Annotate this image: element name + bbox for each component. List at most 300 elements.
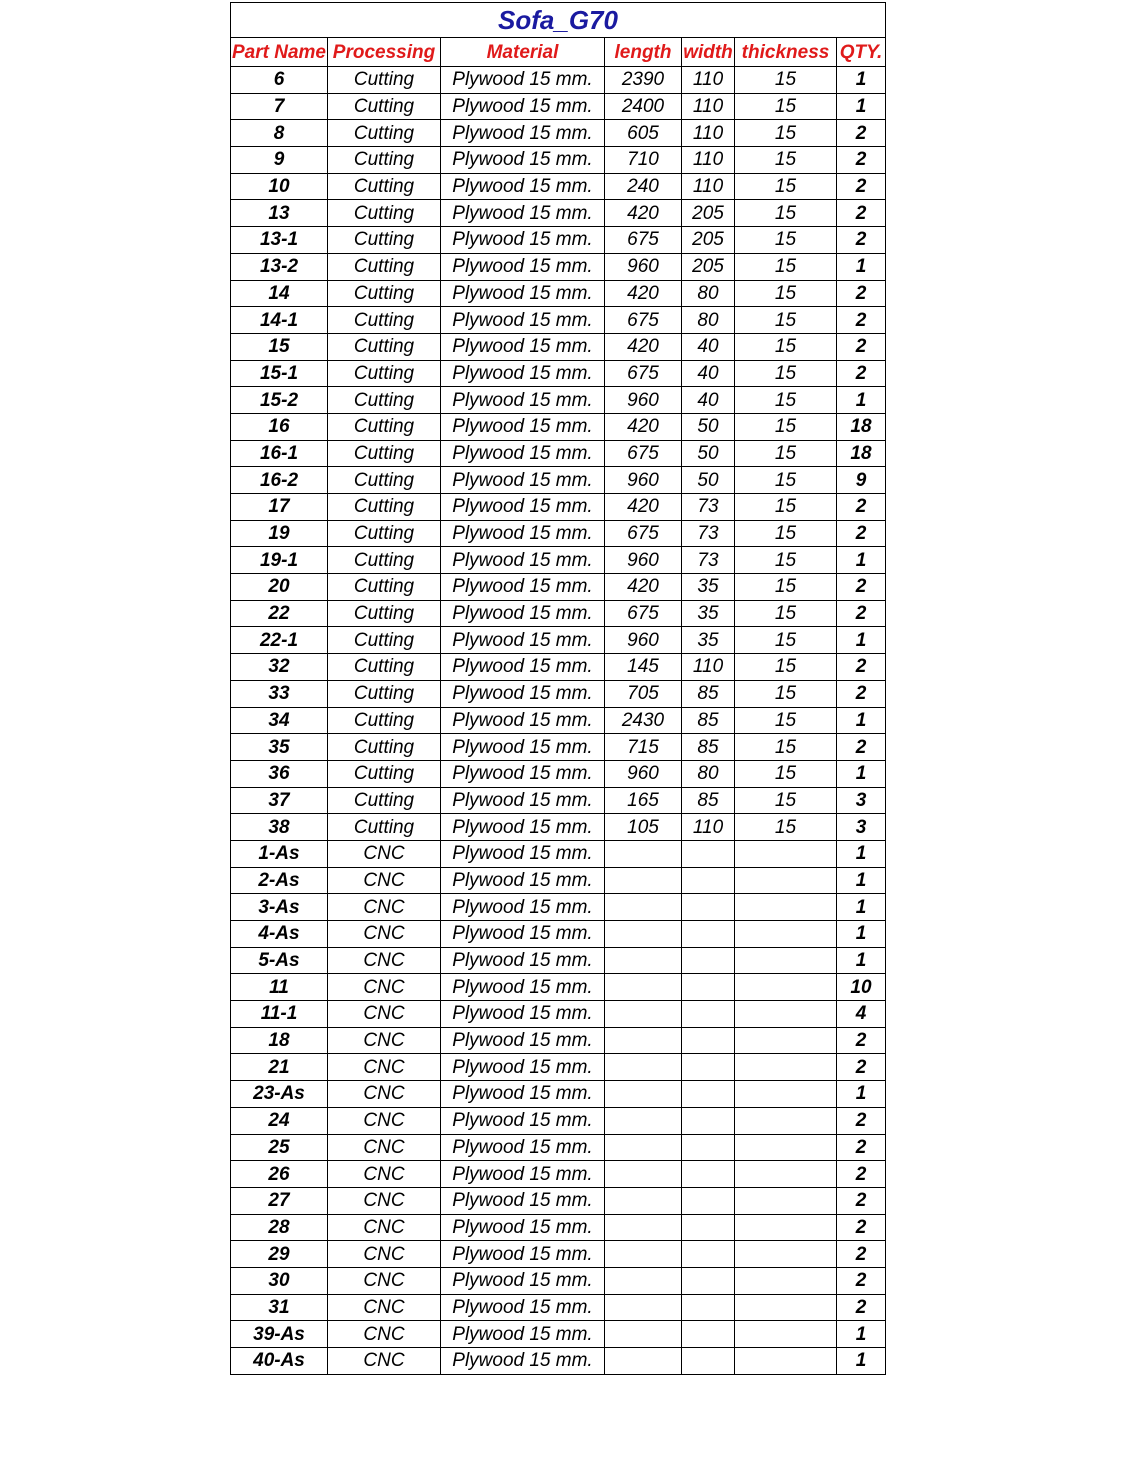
length-cell: [605, 1348, 682, 1375]
material-cell: Plywood 15 mm.: [441, 574, 605, 601]
part-name-cell: 11: [231, 974, 328, 1001]
width-cell: 35: [682, 600, 735, 627]
table-row: [231, 147, 886, 174]
width-cell: [682, 1294, 735, 1321]
material-cell: Plywood 15 mm.: [441, 1161, 605, 1188]
material-cell: Plywood 15 mm.: [441, 1027, 605, 1054]
processing-cell: CNC: [328, 1107, 441, 1134]
thickness-cell: 15: [735, 173, 837, 200]
part-name-cell: 37: [231, 787, 328, 814]
width-cell: [682, 1054, 735, 1081]
part-name-cell: 10: [231, 173, 328, 200]
qty-cell: 2: [837, 1214, 886, 1241]
table-row: [231, 627, 886, 654]
qty-cell: 2: [837, 1107, 886, 1134]
width-cell: 110: [682, 93, 735, 120]
width-cell: [682, 1027, 735, 1054]
length-cell: 705: [605, 680, 682, 707]
processing-cell: Cutting: [328, 200, 441, 227]
qty-cell: 2: [837, 1054, 886, 1081]
width-cell: [682, 894, 735, 921]
material-cell: Plywood 15 mm.: [441, 600, 605, 627]
thickness-cell: [735, 1294, 837, 1321]
part-name-cell: 22-1: [231, 627, 328, 654]
processing-cell: CNC: [328, 867, 441, 894]
thickness-cell: [735, 1241, 837, 1268]
table-row: [231, 840, 886, 867]
qty-cell: 2: [837, 173, 886, 200]
part-name-cell: 14: [231, 280, 328, 307]
qty-cell: 2: [837, 680, 886, 707]
part-name-cell: 40-As: [231, 1348, 328, 1375]
part-name-cell: 26: [231, 1161, 328, 1188]
processing-cell: Cutting: [328, 93, 441, 120]
processing-cell: Cutting: [328, 280, 441, 307]
material-cell: Plywood 15 mm.: [441, 494, 605, 521]
processing-cell: CNC: [328, 1134, 441, 1161]
length-cell: 960: [605, 467, 682, 494]
table-row: [231, 173, 886, 200]
thickness-cell: [735, 1027, 837, 1054]
qty-cell: 1: [837, 947, 886, 974]
qty-cell: 1: [837, 67, 886, 94]
part-name-cell: 13: [231, 200, 328, 227]
length-cell: 420: [605, 574, 682, 601]
thickness-cell: [735, 1107, 837, 1134]
qty-cell: 2: [837, 600, 886, 627]
width-cell: [682, 1161, 735, 1188]
qty-cell: 1: [837, 253, 886, 280]
part-name-cell: 4-As: [231, 921, 328, 948]
processing-cell: CNC: [328, 1321, 441, 1348]
thickness-cell: 15: [735, 787, 837, 814]
qty-cell: 1: [837, 760, 886, 787]
processing-cell: Cutting: [328, 67, 441, 94]
part-name-cell: 39-As: [231, 1321, 328, 1348]
length-cell: [605, 1321, 682, 1348]
width-cell: 110: [682, 147, 735, 174]
material-cell: Plywood 15 mm.: [441, 467, 605, 494]
material-cell: Plywood 15 mm.: [441, 814, 605, 841]
thickness-cell: [735, 867, 837, 894]
processing-cell: Cutting: [328, 600, 441, 627]
width-cell: 40: [682, 360, 735, 387]
thickness-cell: 15: [735, 707, 837, 734]
processing-cell: CNC: [328, 1294, 441, 1321]
column-header-qty: QTY.: [837, 38, 886, 67]
table-row: [231, 307, 886, 334]
width-cell: 85: [682, 734, 735, 761]
material-cell: Plywood 15 mm.: [441, 1134, 605, 1161]
length-cell: 960: [605, 760, 682, 787]
qty-cell: 1: [837, 387, 886, 414]
length-cell: [605, 1107, 682, 1134]
table-row: [231, 787, 886, 814]
material-cell: Plywood 15 mm.: [441, 1054, 605, 1081]
part-name-cell: 34: [231, 707, 328, 734]
part-name-cell: 9: [231, 147, 328, 174]
qty-cell: 4: [837, 1001, 886, 1028]
part-name-cell: 8: [231, 120, 328, 147]
thickness-cell: [735, 1267, 837, 1294]
processing-cell: Cutting: [328, 814, 441, 841]
width-cell: 50: [682, 467, 735, 494]
part-name-cell: 38: [231, 814, 328, 841]
width-cell: [682, 1214, 735, 1241]
qty-cell: 1: [837, 894, 886, 921]
material-cell: Plywood 15 mm.: [441, 547, 605, 574]
material-cell: Plywood 15 mm.: [441, 360, 605, 387]
width-cell: 85: [682, 787, 735, 814]
width-cell: [682, 840, 735, 867]
material-cell: Plywood 15 mm.: [441, 1241, 605, 1268]
thickness-cell: [735, 921, 837, 948]
material-cell: Plywood 15 mm.: [441, 734, 605, 761]
table-row: [231, 120, 886, 147]
material-cell: Plywood 15 mm.: [441, 867, 605, 894]
part-name-cell: 15: [231, 333, 328, 360]
column-header-material: Material: [441, 38, 605, 67]
qty-cell: 1: [837, 867, 886, 894]
width-cell: 85: [682, 707, 735, 734]
width-cell: 73: [682, 547, 735, 574]
part-name-cell: 15-2: [231, 387, 328, 414]
thickness-cell: 15: [735, 654, 837, 681]
processing-cell: Cutting: [328, 787, 441, 814]
width-cell: [682, 1241, 735, 1268]
material-cell: Plywood 15 mm.: [441, 707, 605, 734]
processing-cell: Cutting: [328, 413, 441, 440]
material-cell: Plywood 15 mm.: [441, 1107, 605, 1134]
column-header-thickness: thickness: [735, 38, 837, 67]
width-cell: 73: [682, 520, 735, 547]
length-cell: 420: [605, 280, 682, 307]
qty-cell: 2: [837, 1241, 886, 1268]
length-cell: 105: [605, 814, 682, 841]
width-cell: 40: [682, 333, 735, 360]
column-header-width: width: [682, 38, 735, 67]
qty-cell: 3: [837, 787, 886, 814]
processing-cell: CNC: [328, 1027, 441, 1054]
table-row: [231, 360, 886, 387]
table-row: [231, 814, 886, 841]
thickness-cell: 15: [735, 333, 837, 360]
thickness-cell: 15: [735, 147, 837, 174]
column-header-length: length: [605, 38, 682, 67]
length-cell: [605, 1054, 682, 1081]
processing-cell: Cutting: [328, 574, 441, 601]
length-cell: 960: [605, 547, 682, 574]
material-cell: Plywood 15 mm.: [441, 654, 605, 681]
length-cell: 675: [605, 520, 682, 547]
length-cell: [605, 894, 682, 921]
length-cell: [605, 1027, 682, 1054]
processing-cell: CNC: [328, 840, 441, 867]
table-row: [231, 600, 886, 627]
length-cell: 960: [605, 387, 682, 414]
length-cell: 715: [605, 734, 682, 761]
length-cell: [605, 1294, 682, 1321]
table-row: [231, 494, 886, 521]
processing-cell: Cutting: [328, 227, 441, 254]
width-cell: 110: [682, 654, 735, 681]
material-cell: Plywood 15 mm.: [441, 1214, 605, 1241]
processing-cell: Cutting: [328, 707, 441, 734]
length-cell: [605, 1081, 682, 1108]
thickness-cell: 15: [735, 627, 837, 654]
material-cell: Plywood 15 mm.: [441, 760, 605, 787]
length-cell: 2400: [605, 93, 682, 120]
table-row: [231, 974, 886, 1001]
thickness-cell: 15: [735, 734, 837, 761]
length-cell: 675: [605, 600, 682, 627]
length-cell: 145: [605, 654, 682, 681]
processing-cell: CNC: [328, 974, 441, 1001]
processing-cell: CNC: [328, 894, 441, 921]
width-cell: 110: [682, 120, 735, 147]
processing-cell: CNC: [328, 1348, 441, 1375]
qty-cell: 2: [837, 734, 886, 761]
material-cell: Plywood 15 mm.: [441, 280, 605, 307]
processing-cell: Cutting: [328, 440, 441, 467]
thickness-cell: 15: [735, 120, 837, 147]
thickness-cell: 15: [735, 67, 837, 94]
width-cell: 80: [682, 307, 735, 334]
length-cell: [605, 1241, 682, 1268]
width-cell: [682, 974, 735, 1001]
length-cell: 420: [605, 200, 682, 227]
thickness-cell: [735, 1348, 837, 1375]
part-name-cell: 19: [231, 520, 328, 547]
width-cell: [682, 1107, 735, 1134]
qty-cell: 2: [837, 574, 886, 601]
part-name-cell: 30: [231, 1267, 328, 1294]
part-name-cell: 32: [231, 654, 328, 681]
length-cell: [605, 921, 682, 948]
thickness-cell: [735, 1134, 837, 1161]
part-name-cell: 27: [231, 1187, 328, 1214]
width-cell: [682, 1321, 735, 1348]
part-name-cell: 28: [231, 1214, 328, 1241]
part-name-cell: 5-As: [231, 947, 328, 974]
title-row: [231, 3, 886, 38]
table-row: [231, 333, 886, 360]
processing-cell: Cutting: [328, 147, 441, 174]
qty-cell: 2: [837, 1161, 886, 1188]
header-row: [231, 38, 886, 67]
width-cell: 35: [682, 627, 735, 654]
processing-cell: Cutting: [328, 467, 441, 494]
qty-cell: 1: [837, 547, 886, 574]
width-cell: [682, 921, 735, 948]
thickness-cell: [735, 840, 837, 867]
processing-cell: CNC: [328, 921, 441, 948]
material-cell: Plywood 15 mm.: [441, 93, 605, 120]
material-cell: Plywood 15 mm.: [441, 787, 605, 814]
width-cell: 35: [682, 574, 735, 601]
thickness-cell: [735, 1161, 837, 1188]
width-cell: 80: [682, 760, 735, 787]
length-cell: 420: [605, 494, 682, 521]
length-cell: 675: [605, 227, 682, 254]
thickness-cell: 15: [735, 280, 837, 307]
qty-cell: 1: [837, 1348, 886, 1375]
processing-cell: Cutting: [328, 680, 441, 707]
qty-cell: 2: [837, 494, 886, 521]
thickness-cell: 15: [735, 467, 837, 494]
table-row: [231, 467, 886, 494]
table-row: [231, 200, 886, 227]
material-cell: Plywood 15 mm.: [441, 227, 605, 254]
length-cell: 240: [605, 173, 682, 200]
processing-cell: CNC: [328, 1267, 441, 1294]
part-name-cell: 3-As: [231, 894, 328, 921]
table-row: [231, 574, 886, 601]
length-cell: 710: [605, 147, 682, 174]
material-cell: Plywood 15 mm.: [441, 1321, 605, 1348]
material-cell: Plywood 15 mm.: [441, 1294, 605, 1321]
part-name-cell: 29: [231, 1241, 328, 1268]
thickness-cell: [735, 1321, 837, 1348]
part-name-cell: 22: [231, 600, 328, 627]
table-row: [231, 1107, 886, 1134]
table-row: [231, 680, 886, 707]
qty-cell: 2: [837, 280, 886, 307]
qty-cell: 2: [837, 1294, 886, 1321]
table-row: [231, 734, 886, 761]
thickness-cell: 15: [735, 253, 837, 280]
length-cell: 675: [605, 440, 682, 467]
material-cell: Plywood 15 mm.: [441, 333, 605, 360]
qty-cell: 9: [837, 467, 886, 494]
thickness-cell: 15: [735, 440, 837, 467]
table-row: [231, 921, 886, 948]
part-name-cell: 13-1: [231, 227, 328, 254]
material-cell: Plywood 15 mm.: [441, 387, 605, 414]
thickness-cell: 15: [735, 307, 837, 334]
processing-cell: Cutting: [328, 520, 441, 547]
material-cell: Plywood 15 mm.: [441, 680, 605, 707]
material-cell: Plywood 15 mm.: [441, 520, 605, 547]
qty-cell: 1: [837, 1081, 886, 1108]
width-cell: [682, 1348, 735, 1375]
thickness-cell: 15: [735, 600, 837, 627]
thickness-cell: 15: [735, 547, 837, 574]
table-row: [231, 1348, 886, 1375]
thickness-cell: 15: [735, 360, 837, 387]
table-row: [231, 1241, 886, 1268]
table-row: [231, 1187, 886, 1214]
qty-cell: 1: [837, 707, 886, 734]
parts-table: [230, 2, 886, 1375]
length-cell: [605, 1161, 682, 1188]
material-cell: Plywood 15 mm.: [441, 307, 605, 334]
part-name-cell: 15-1: [231, 360, 328, 387]
table-row: [231, 1321, 886, 1348]
table-row: [231, 654, 886, 681]
part-name-cell: 6: [231, 67, 328, 94]
table-row: [231, 67, 886, 94]
thickness-cell: 15: [735, 760, 837, 787]
sheet-title: Sofa_G70: [231, 3, 886, 38]
table-row: [231, 1027, 886, 1054]
length-cell: [605, 1267, 682, 1294]
width-cell: 110: [682, 814, 735, 841]
processing-cell: Cutting: [328, 760, 441, 787]
qty-cell: 1: [837, 921, 886, 948]
length-cell: [605, 1001, 682, 1028]
table-row: [231, 1054, 886, 1081]
table-row: [231, 387, 886, 414]
column-header-processing: Processing: [328, 38, 441, 67]
part-name-cell: 11-1: [231, 1001, 328, 1028]
material-cell: Plywood 15 mm.: [441, 413, 605, 440]
thickness-cell: [735, 1054, 837, 1081]
table-row: [231, 867, 886, 894]
table-row: [231, 520, 886, 547]
part-name-cell: 13-2: [231, 253, 328, 280]
thickness-cell: [735, 947, 837, 974]
qty-cell: 1: [837, 1321, 886, 1348]
table-row: [231, 93, 886, 120]
thickness-cell: 15: [735, 200, 837, 227]
width-cell: 85: [682, 680, 735, 707]
qty-cell: 2: [837, 1027, 886, 1054]
part-name-cell: 36: [231, 760, 328, 787]
thickness-cell: 15: [735, 574, 837, 601]
table-row: [231, 1267, 886, 1294]
length-cell: [605, 867, 682, 894]
part-name-cell: 16-1: [231, 440, 328, 467]
table-row: [231, 1134, 886, 1161]
column-header-part-name: Part Name: [231, 38, 328, 67]
processing-cell: CNC: [328, 1187, 441, 1214]
thickness-cell: 15: [735, 387, 837, 414]
material-cell: Plywood 15 mm.: [441, 894, 605, 921]
width-cell: [682, 1134, 735, 1161]
processing-cell: Cutting: [328, 654, 441, 681]
processing-cell: Cutting: [328, 547, 441, 574]
table-row: [231, 440, 886, 467]
material-cell: Plywood 15 mm.: [441, 1187, 605, 1214]
part-name-cell: 21: [231, 1054, 328, 1081]
thickness-cell: [735, 1214, 837, 1241]
part-name-cell: 2-As: [231, 867, 328, 894]
thickness-cell: 15: [735, 680, 837, 707]
qty-cell: 2: [837, 654, 886, 681]
material-cell: Plywood 15 mm.: [441, 974, 605, 1001]
part-name-cell: 16: [231, 413, 328, 440]
table-row: [231, 227, 886, 254]
width-cell: [682, 867, 735, 894]
length-cell: [605, 840, 682, 867]
qty-cell: 2: [837, 307, 886, 334]
length-cell: [605, 1134, 682, 1161]
table-row: [231, 1081, 886, 1108]
table-row: [231, 1161, 886, 1188]
thickness-cell: 15: [735, 227, 837, 254]
material-cell: Plywood 15 mm.: [441, 253, 605, 280]
qty-cell: 2: [837, 1267, 886, 1294]
width-cell: 80: [682, 280, 735, 307]
processing-cell: CNC: [328, 1214, 441, 1241]
processing-cell: Cutting: [328, 253, 441, 280]
material-cell: Plywood 15 mm.: [441, 1267, 605, 1294]
processing-cell: Cutting: [328, 734, 441, 761]
thickness-cell: 15: [735, 93, 837, 120]
material-cell: Plywood 15 mm.: [441, 200, 605, 227]
part-name-cell: 24: [231, 1107, 328, 1134]
